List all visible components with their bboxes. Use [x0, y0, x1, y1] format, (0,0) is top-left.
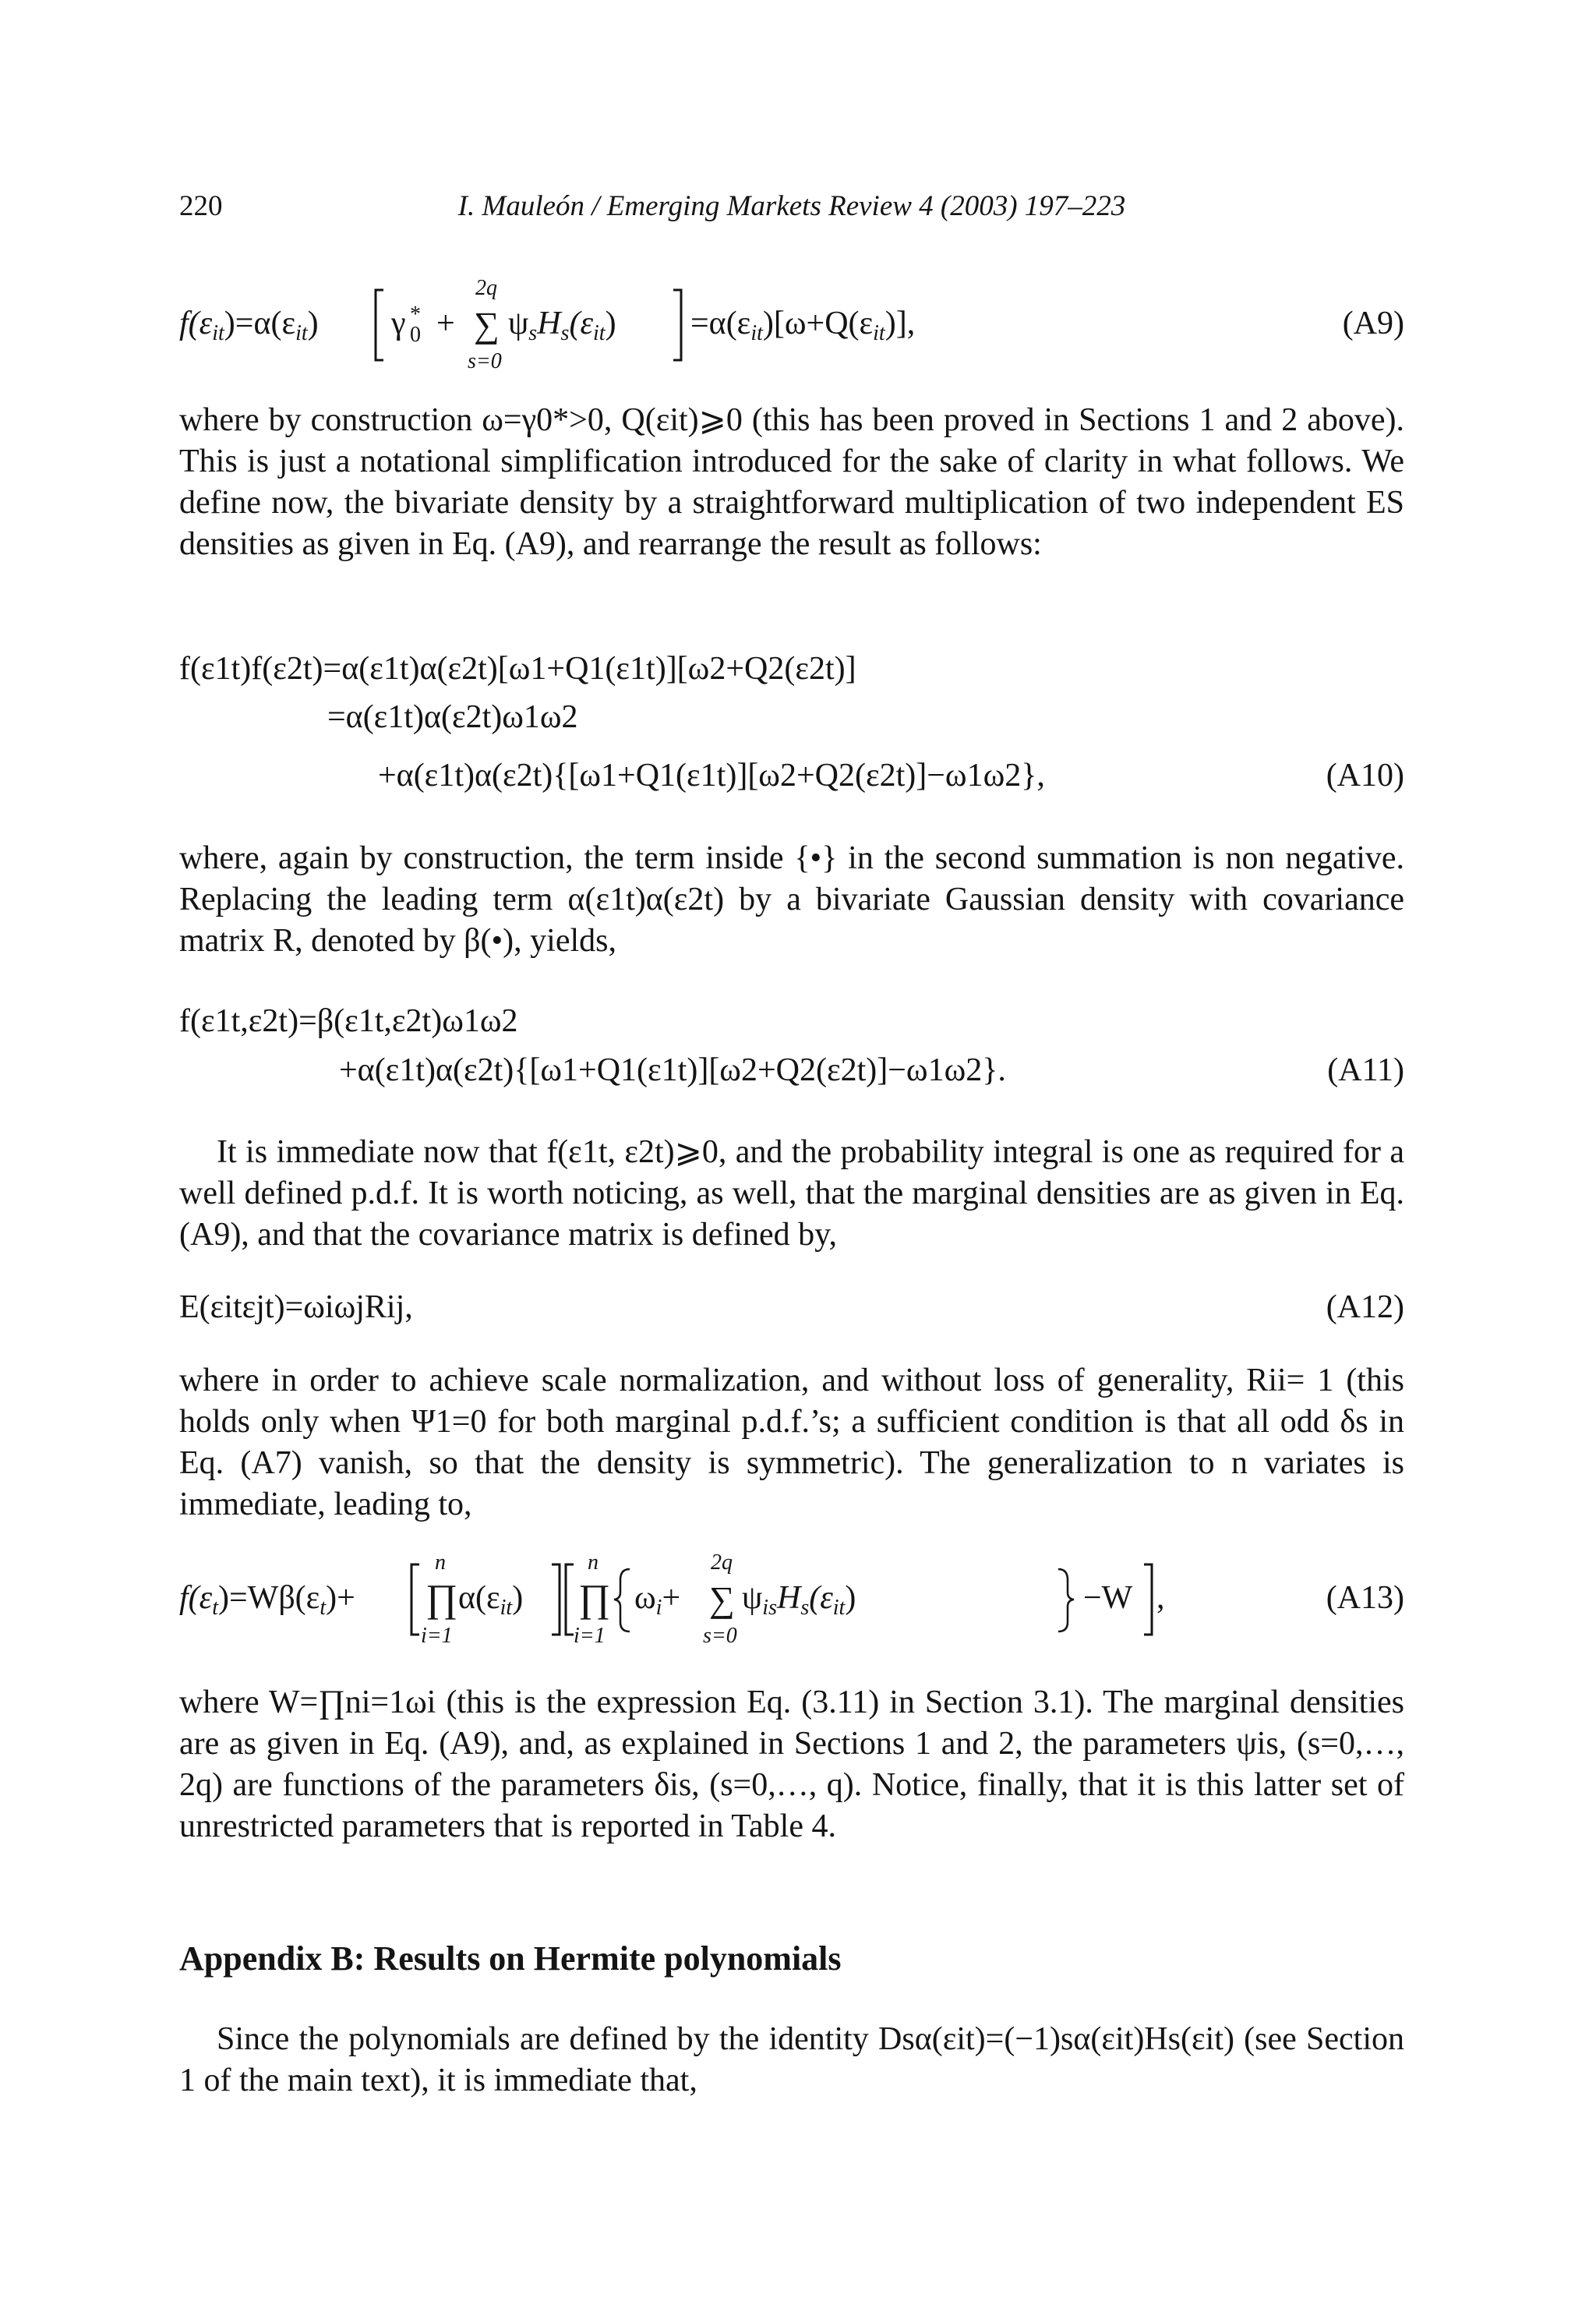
svg-text:=α(εit)[ω+Q(εit)],: =α(εit)[ω+Q(εit)], [690, 306, 916, 345]
svg-text:*: * [410, 302, 421, 327]
equation-a12: E(εitεjt)=ωiωjRij, (A12) [179, 1284, 1404, 1331]
equation-a10-line1: f(ε1t)f(ε2t)=α(ε1t)α(ε2t)[ω1+Q1(ε1t)][ω2+Q2(ε2t)] [179, 651, 856, 687]
svg-text:∑: ∑ [709, 1579, 735, 1619]
equation-tag-a10: (A10) [1326, 758, 1404, 794]
svg-text:ψsHs(εit): ψsHs(εit) [508, 306, 616, 345]
svg-text:∏: ∏ [425, 1576, 458, 1620]
paragraph-1: where by construction ω=γ0*>0, Q(εit)⩾0 (this has been proved in Sections 1 and 2 above). This is just a notational simplification introduced for the sake of clarity in what follows. We define now, the bivariate density by a straightforward multiplication of two independent ES densities as given in Eq. (A9), and rearrange the result as follows: [179, 402, 1404, 562]
section-heading-appendix-b: Appendix B: Results on Hermite polynomials [179, 1939, 842, 1978]
svg-text:(A13): (A13) [1326, 1580, 1404, 1616]
paragraph-3: It is immediate now that f(ε1t, ε2t)⩾0, and the probability integral is one as required for a well defined p.d.f. It is worth noticing, as well, that the marginal densities are as given in Eq. (A9), and that the covariance matrix is defined by, [179, 1134, 1404, 1253]
svg-text:f(εt)=Wβ(εt)+: f(εt)=Wβ(εt)+ [179, 1580, 355, 1620]
equation-a9 [179, 273, 1404, 382]
svg-text:(A9): (A9) [1342, 306, 1404, 341]
paragraph-4: where in order to achieve scale normalization, and without loss of generality, Rii= 1 (this holds only when Ψ1=0 for both marginal p.d.f.’s; a sufficient condition is that all odd δs in Eq. (A7) vanish, so that the density is symmetric). The generalization to n variates is immediate, leading to, [179, 1363, 1404, 1522]
svg-text:+: + [436, 306, 455, 341]
equation-tag-a12: (A12) [1326, 1289, 1404, 1325]
paragraph-2: where, again by construction, the term inside {•} in the second summation is non negative. Replacing the leading term α(ε1t)α(ε2t) by a bivariate Gaussian density with covariance matrix R, denoted by β(•), yields, [179, 840, 1404, 959]
svg-text:n: n [435, 1550, 446, 1575]
svg-text:f(εit)=α(εit): f(εit)=α(εit) [179, 306, 319, 345]
svg-text:∑: ∑ [474, 305, 500, 345]
svg-text:γ: γ [391, 306, 406, 341]
equation-a13 [179, 1547, 1404, 1656]
running-header [179, 189, 1404, 228]
svg-text:i=1: i=1 [421, 1624, 453, 1648]
svg-text:i=1: i=1 [574, 1624, 606, 1648]
svg-text:α(εit): α(εit) [458, 1580, 524, 1620]
equation-a10-line2: =α(ε1t)α(ε2t)ω1ω2 [327, 699, 578, 735]
paragraph-6: Since the polynomials are defined by the identity Dsα(εit)=(−1)sα(εit)Hs(εit) (see Section 1 of the main text), it is immediate that, [179, 2021, 1404, 2098]
svg-text:∏: ∏ [578, 1576, 611, 1620]
equation-a11-line2: +α(ε1t)α(ε2t){[ω1+Q1(ε1t)][ω2+Q2(ε2t)]−ω1ω2}. (A11) [179, 1047, 1404, 1094]
svg-text:,: , [1156, 1580, 1165, 1616]
equation-a11-line1: f(ε1t,ε2t)=β(ε1t,ε2t)ω1ω2 [179, 1003, 518, 1039]
running-title: I. Mauleón / Emerging Markets Review 4 (2003) 197–223 [457, 190, 1126, 222]
svg-text:ψisHs(εit): ψisHs(εit) [742, 1580, 856, 1620]
svg-text:2q: 2q [711, 1550, 733, 1575]
svg-text:n: n [588, 1550, 598, 1575]
paragraph-5: where W=∏ni=1ωi (this is the expression Eq. (3.11) in Section 3.1). The marginal densities are as given in Eq. (A9), and, as explained in Sections 1 and 2, the parameters ψis, (s=0,…, 2q) are functions of the parameters δis, (s=0,…, q). Notice, finally, that it is this latter set of unrestricted parameters that is reported in Table 4. [179, 1684, 1404, 1844]
equation-tag-a11: (A11) [1327, 1052, 1404, 1088]
svg-text:0: 0 [410, 323, 421, 347]
svg-text:s=0: s=0 [468, 349, 502, 373]
equation-a10-line3: +α(ε1t)α(ε2t){[ω1+Q1(ε1t)][ω2+Q2(ε2t)]−ω1ω2}, (A10) [179, 752, 1404, 799]
svg-text:s=0: s=0 [703, 1624, 737, 1648]
svg-text:ωi+: ωi+ [634, 1580, 681, 1620]
svg-text:−W: −W [1083, 1580, 1133, 1616]
svg-text:2q: 2q [475, 276, 497, 300]
page-number: 220 [179, 190, 223, 222]
